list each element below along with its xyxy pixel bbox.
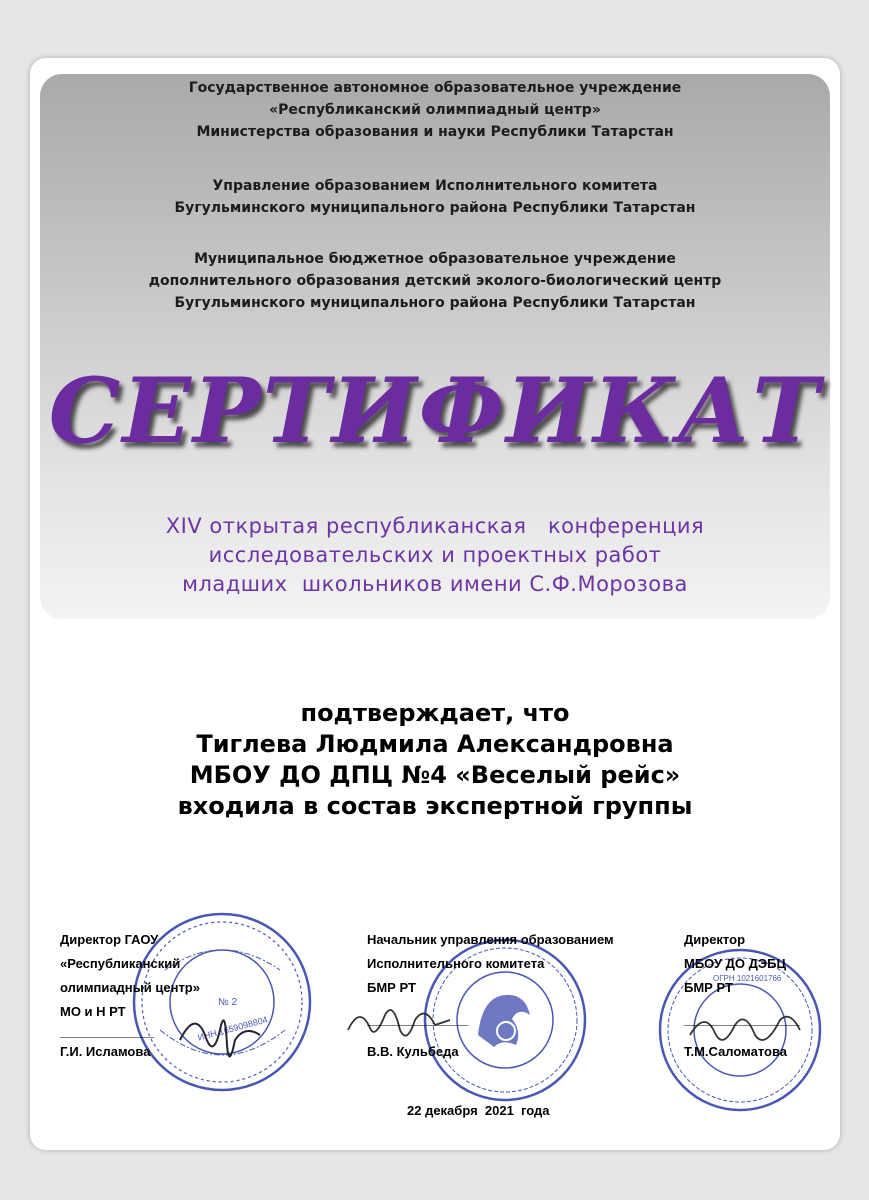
header-line: Управление образованием Исполнительного комитета — [212, 178, 658, 194]
signature-block-left — [60, 928, 200, 1064]
stamp-text: ИНН 1659098804 — [196, 1014, 269, 1043]
signer-title-line: БМР РТ — [367, 980, 416, 995]
signer-title-line: МО и Н РТ — [60, 1004, 126, 1019]
recipient-role: входила в состав экспертной группы — [177, 792, 693, 820]
recipient-name: Тиглева Людмила Александровна — [196, 730, 674, 758]
signer-title-line: «Республиканский — [60, 956, 181, 971]
recipient-organization: МБОУ ДО ДПЦ №4 «Веселый рейс» — [189, 761, 681, 789]
signature-line: _____________ — [60, 1024, 154, 1039]
header-line: Министерства образования и науки Республики Татарстан — [196, 124, 674, 140]
signer-title-line: Начальник управления образованием — [367, 932, 614, 947]
certificate-title: СЕРТИФИКАТ — [48, 358, 822, 464]
signature-line: ________________ — [684, 1012, 800, 1027]
header-org-block-3 — [40, 248, 830, 314]
confirms-text: подтверждает, что — [300, 699, 570, 727]
certificate-body — [30, 698, 840, 822]
conference-line: младших школьников имени С.Ф.Морозова — [182, 572, 688, 596]
header-line: Бугульминского муниципального района Республики Татарстан — [174, 295, 696, 311]
signer-name: Т.М.Саломатова — [684, 1044, 788, 1059]
header-line: «Республиканский олимпиадный центр» — [269, 102, 601, 118]
signature-block-right — [684, 928, 800, 1064]
stamp-text: ОГРН 1021601766 — [713, 974, 782, 983]
signature-block-center — [367, 928, 614, 1064]
header-org-block-2 — [40, 175, 830, 219]
conference-line: исследовательских и проектных работ — [208, 543, 662, 567]
signer-title-line: Исполнительного комитета — [367, 956, 545, 971]
header-line: Муниципальное бюджетное образовательное учреждение — [194, 251, 676, 267]
signer-name: Г.И. Исламова — [60, 1044, 151, 1059]
signer-name: В.В. Кульбеда — [367, 1044, 459, 1059]
signature-line: ______________ — [367, 1012, 469, 1027]
header-line: Государственное автономное образовательное учреждение — [188, 80, 682, 96]
conference-name — [40, 512, 830, 599]
signer-title-line: МБОУ ДО ДЭБЦ — [684, 956, 786, 971]
issue-date: 22 декабря 2021 года — [407, 1103, 550, 1118]
conference-line: XIV открытая республиканская конференция — [165, 514, 705, 538]
signer-title-line: Директор ГАОУ — [60, 932, 159, 947]
header-line: Бугульминского муниципального района Республики Татарстан — [174, 200, 696, 216]
signer-title-line: Директор — [684, 932, 746, 947]
header-line: дополнительного образования детский эколого-биологический центр — [148, 273, 722, 289]
stamp-text: № 2 — [218, 997, 238, 1008]
signer-title-line: олимпиадный центр» — [60, 980, 200, 995]
signer-title-line: БМР РТ — [684, 980, 733, 995]
header-org-block-1 — [40, 77, 830, 143]
